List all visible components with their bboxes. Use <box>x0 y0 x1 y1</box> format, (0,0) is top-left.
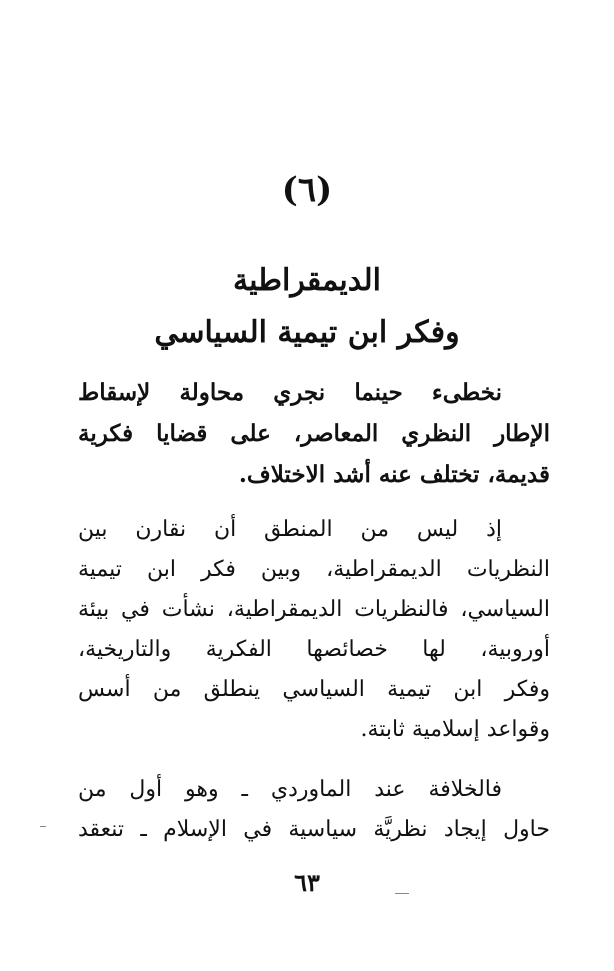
paragraph-line: أوروبية، لها خصائصها الفكرية والتاريخية، <box>78 637 550 662</box>
paragraph-line: السياسي، فالنظريات الديمقراطية، نشأت في بيئة <box>78 597 550 622</box>
chapter-title <box>0 255 614 359</box>
lead-paragraph <box>78 372 550 495</box>
lead-line: نخطىء حينما نجري محاولة لإسقاط <box>78 379 502 406</box>
chapter-title-line: وفكر ابن تيمية السياسي <box>154 315 460 350</box>
paragraph-line: فالخلافة عند الماوردي ـ وهو أول من <box>78 777 502 802</box>
scan-speck <box>40 826 46 827</box>
paragraph-line: إذ ليس من المنطق أن نقارن بين <box>78 517 502 542</box>
lead-line: الإطار النظري المعاصر، على قضايا فكرية <box>78 420 550 447</box>
paragraph-line: وفكر ابن تيمية السياسي ينطلق من أسس <box>78 677 550 702</box>
page-number: ٦٣ <box>294 868 320 897</box>
paragraph-line: النظريات الديمقراطية، وبين فكر ابن تيمية <box>78 557 550 582</box>
scan-speck <box>395 893 409 894</box>
body-paragraph-2 <box>78 770 550 850</box>
chapter-number: (٦) <box>281 170 333 210</box>
paragraph-line: حاول إيجاد نظريَّة سياسية في الإسلام ـ تنعقد <box>78 817 550 842</box>
chapter-title-line: الديمقراطية <box>233 263 381 298</box>
paragraph-line: وقواعد إسلامية ثابتة. <box>360 717 550 742</box>
body-paragraph-1 <box>78 510 550 750</box>
lead-line: قديمة، تختلف عنه أشد الاختلاف. <box>238 461 550 488</box>
